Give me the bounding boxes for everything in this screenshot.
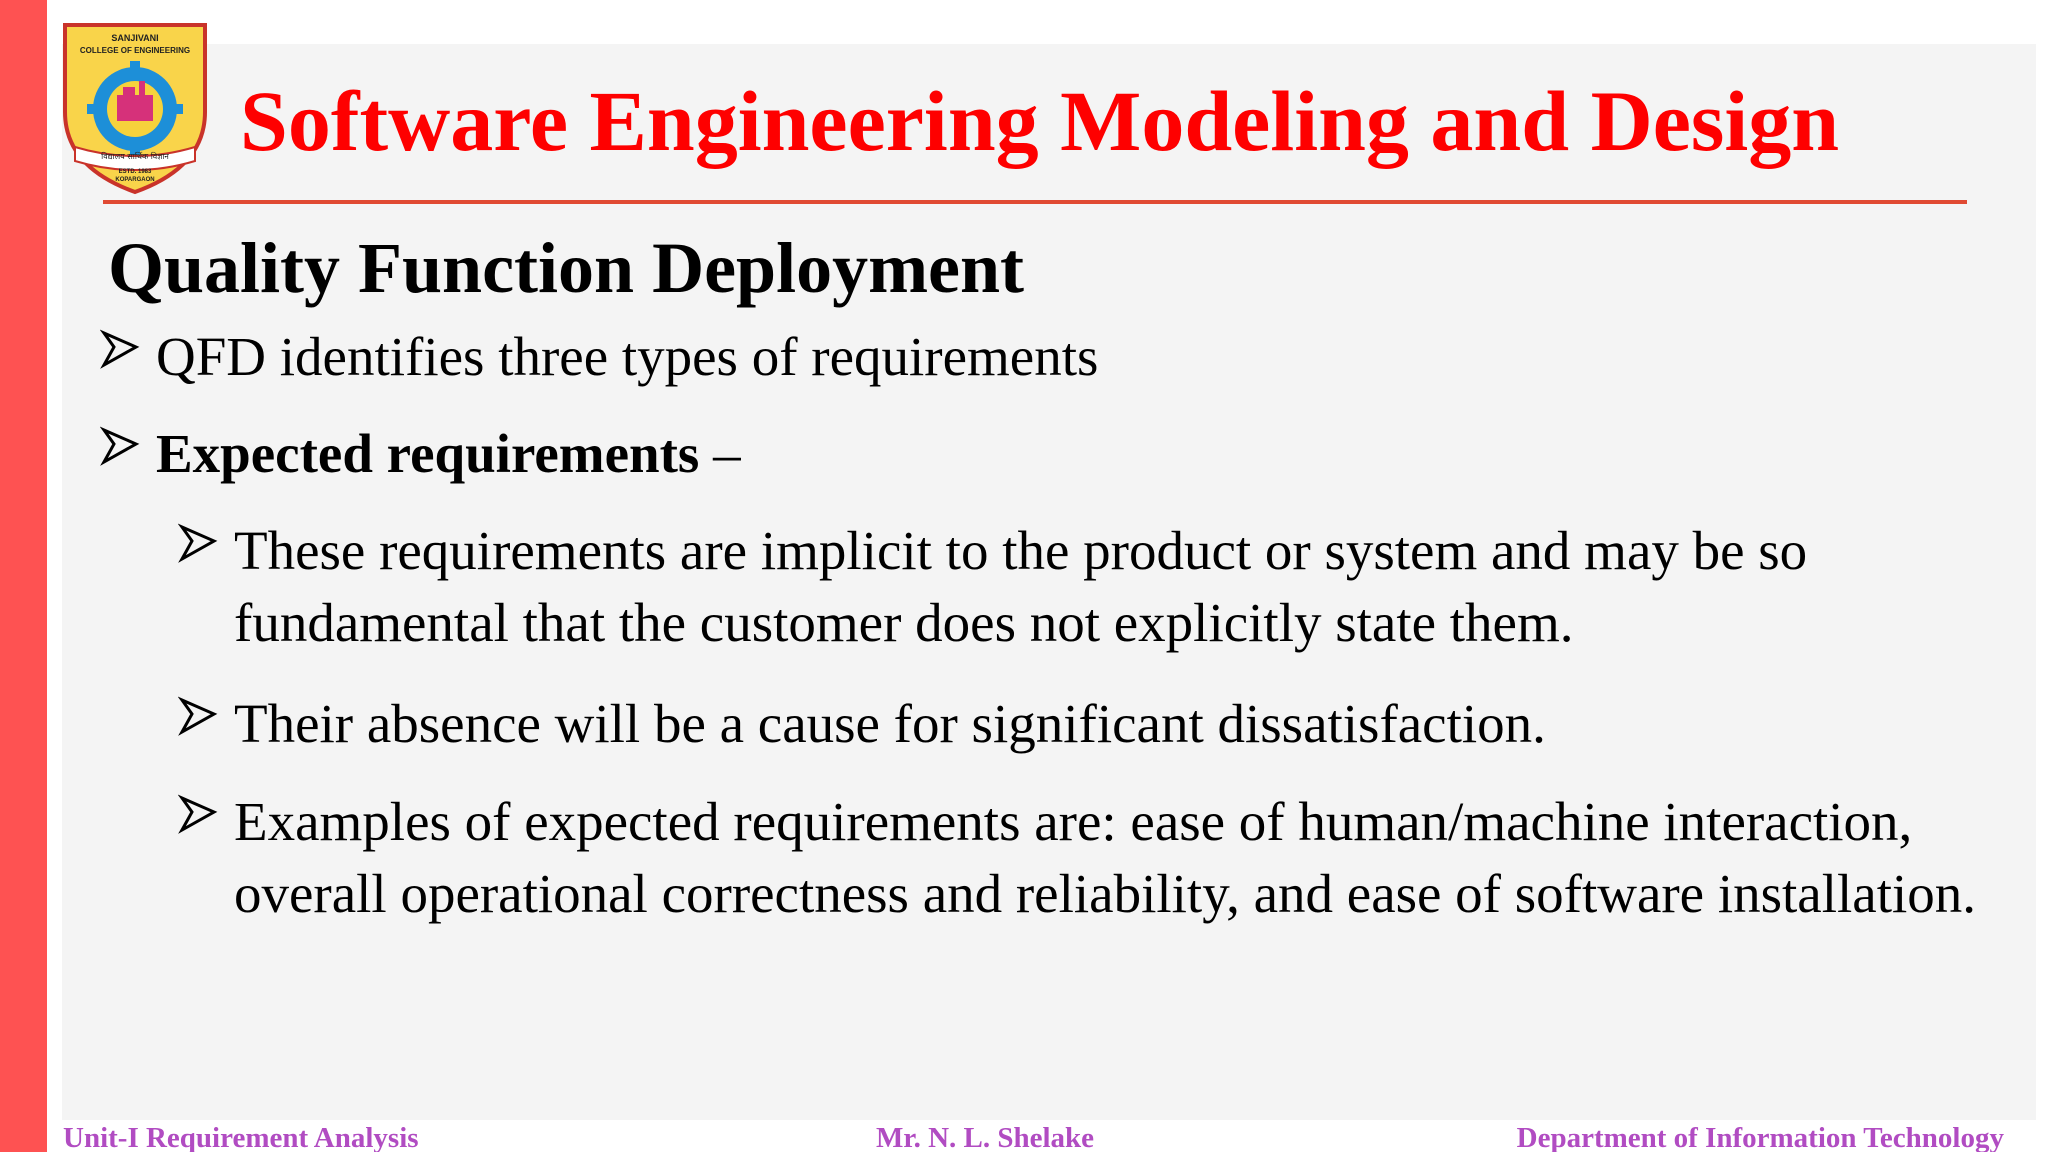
college-logo <box>55 17 215 197</box>
bullet-qfd-types <box>100 321 1950 393</box>
logo-sub-text: COLLEGE OF ENGINEERING <box>79 46 191 55</box>
arrow-bullet-icon <box>100 329 140 369</box>
subbullet-implicit <box>178 515 1988 659</box>
logo-banner-text: विद्यालय सार्थिक विज्ञान <box>101 152 169 161</box>
bullet-text: QFD identifies three types of requirements <box>156 326 1099 387</box>
footer-department: Department of Information Technology <box>1516 1122 2004 1152</box>
footer-author: Mr. N. L. Shelake <box>876 1122 1095 1152</box>
logo-place-text: KOPARGAON <box>115 177 155 183</box>
footer-unit: Unit-I Requirement Analysis <box>63 1122 419 1152</box>
logo-estd-text: ESTD. 1983 <box>118 169 152 175</box>
slide-title: Software Engineering Modeling and Design <box>240 73 1840 169</box>
subbullet-absence <box>178 688 1988 760</box>
bullet-expected-requirements <box>100 418 1950 490</box>
arrow-bullet-icon <box>178 523 218 563</box>
arrow-bullet-icon <box>178 696 218 736</box>
bullet-text: Their absence will be a cause for significant dissatisfaction. <box>234 693 1546 754</box>
bullet-strong-text: Expected requirements <box>156 423 700 484</box>
bullet-text: These requirements are implicit to the product or system and may be so fundamental that the customer does not explicitly state them. <box>234 520 1808 653</box>
arrow-bullet-icon <box>100 426 140 466</box>
section-heading: Quality Function Deployment <box>108 228 1025 308</box>
logo-top-text: SANJIVANI <box>111 33 159 43</box>
left-accent-bar <box>0 0 47 1152</box>
title-divider <box>103 200 1967 204</box>
arrow-bullet-icon <box>178 794 218 834</box>
bullet-text <box>100 418 1950 490</box>
bullet-text: Examples of expected requirements are: ease of human/machine interaction, overall operational correctness and reliability, and ease of software installation. <box>234 791 1977 924</box>
subbullet-examples <box>178 786 1988 930</box>
bullet-dash: – <box>699 423 741 484</box>
